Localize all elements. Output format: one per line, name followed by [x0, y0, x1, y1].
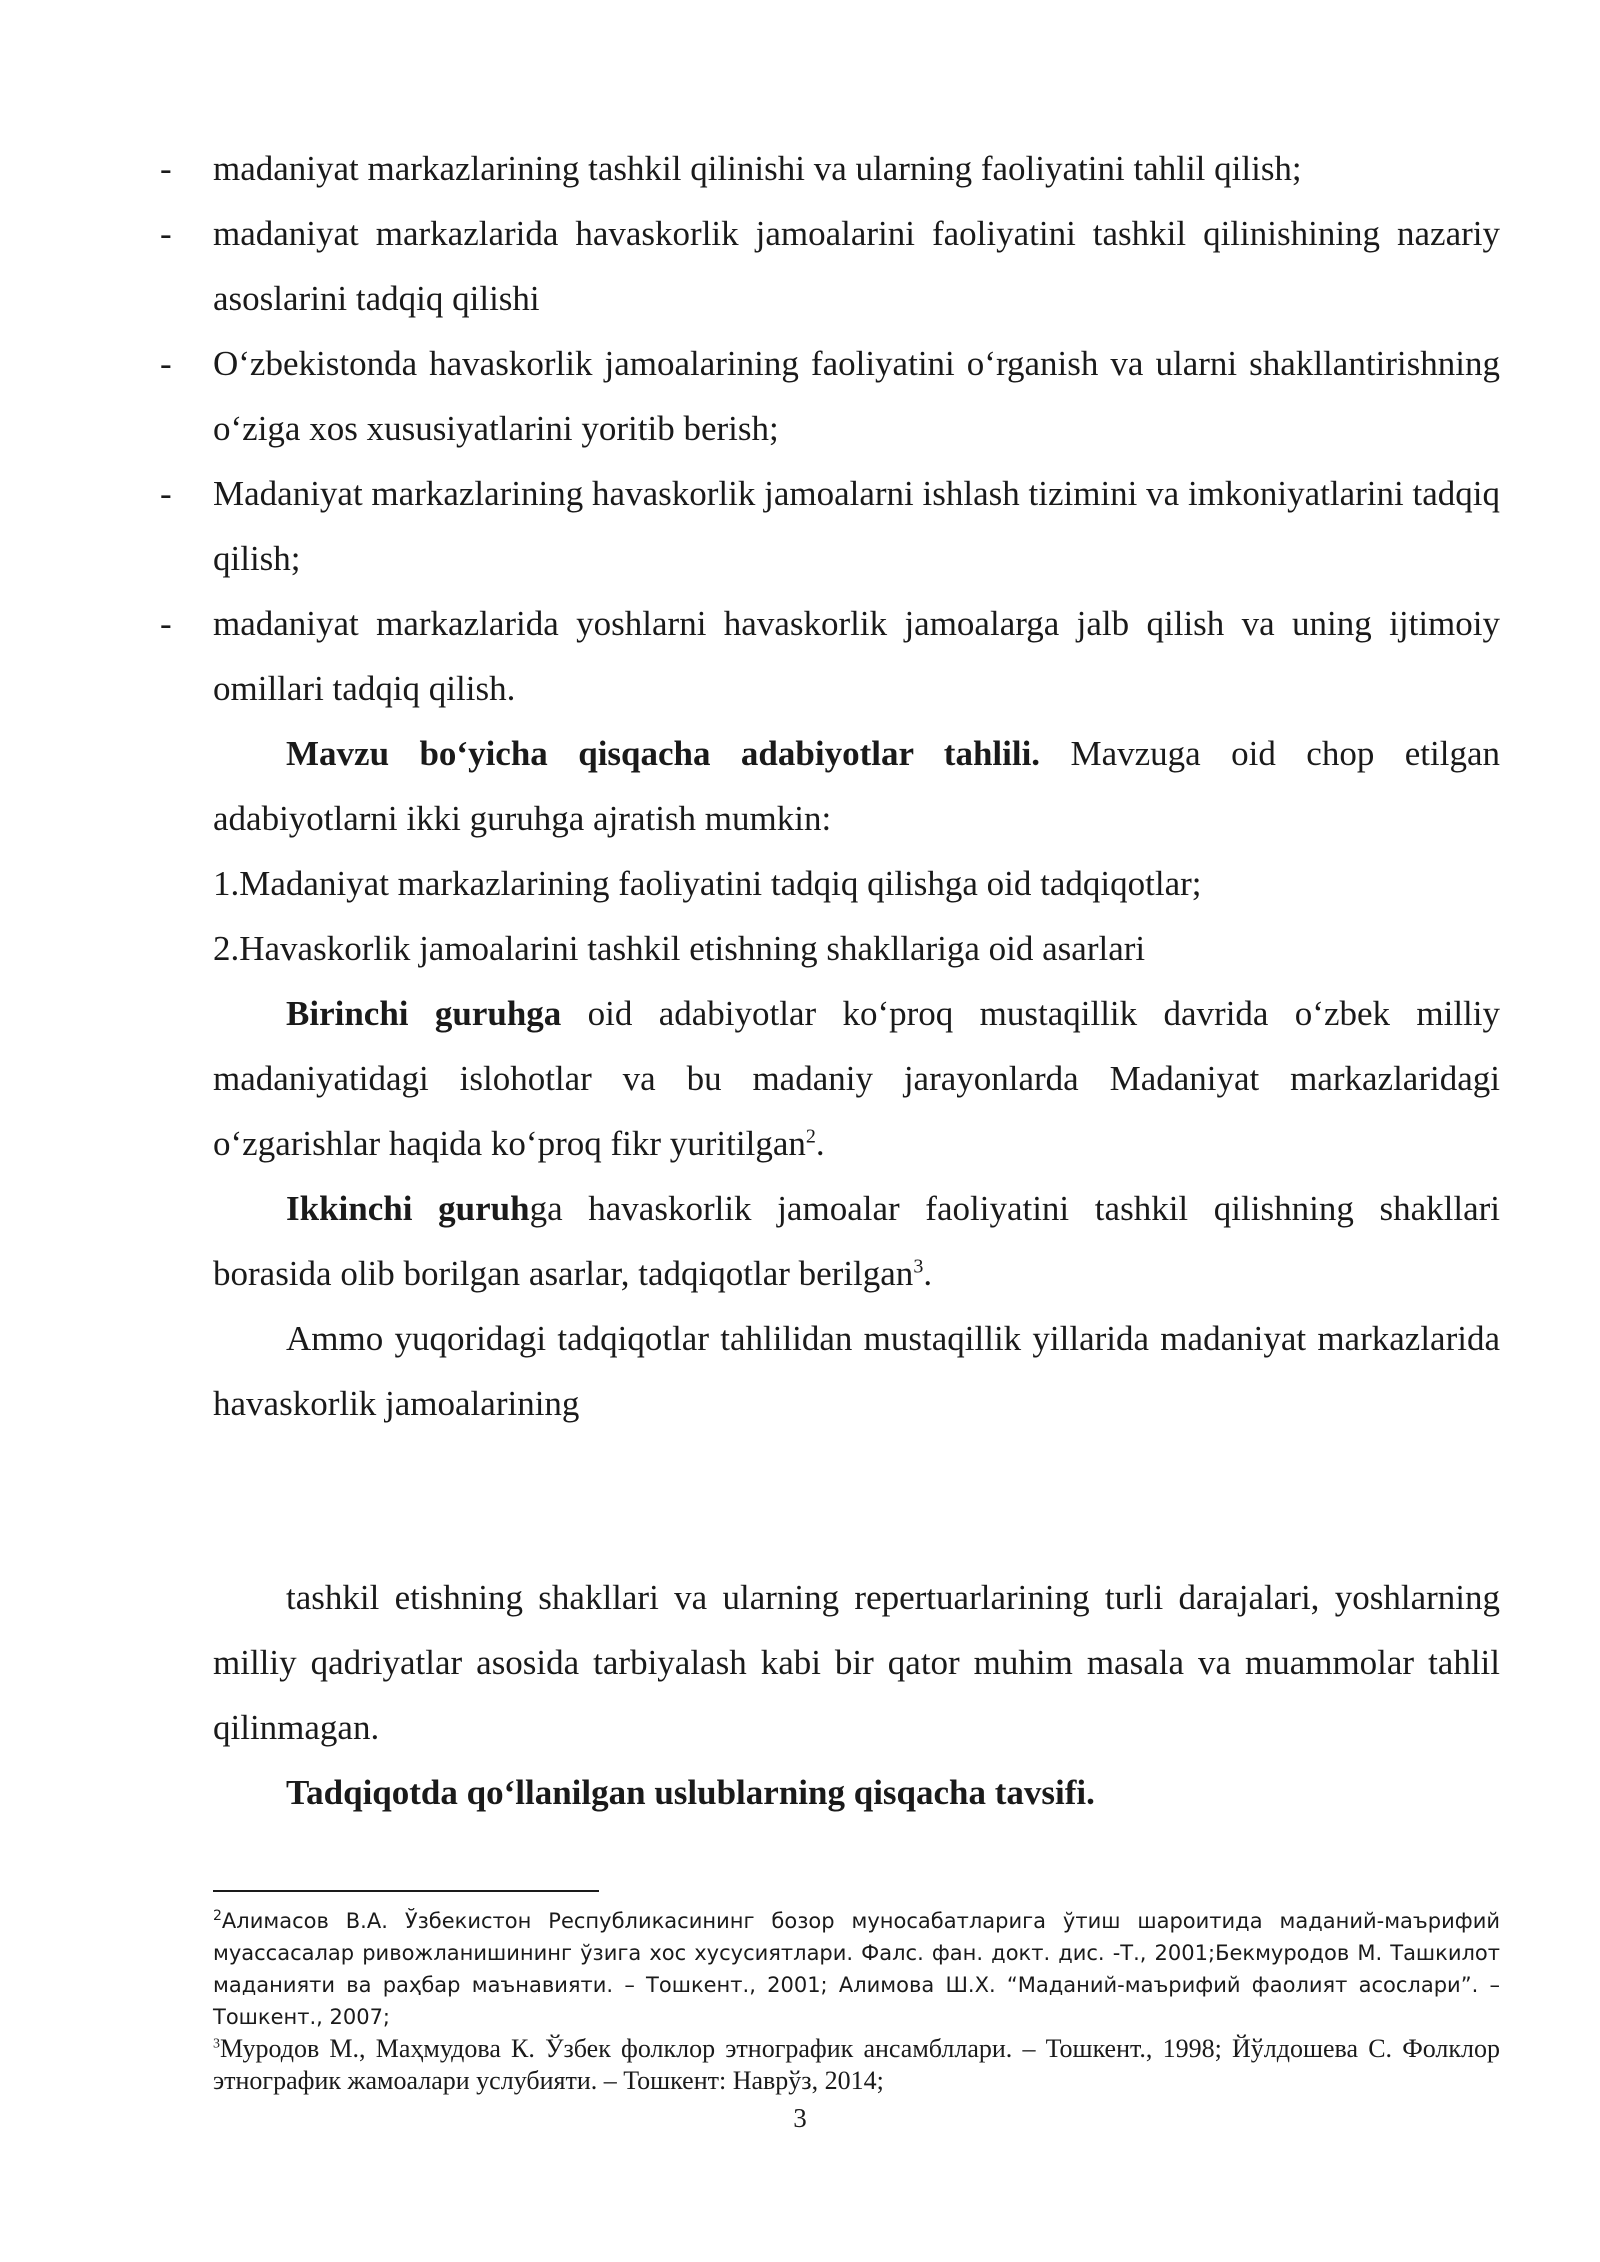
list-item: [160, 461, 1500, 591]
period: .: [815, 1124, 825, 1163]
list-item-text: Madaniyat markazlarining havaskorlik jamoalarni ishlash tizimini va imkoniyatlarini tadqiq qilish;: [213, 474, 1500, 578]
group-two-item: 2.Havaskorlik jamoalarini tashkil etishning shakllariga oid asarlari: [213, 929, 1146, 968]
group-one-item: 1.Madaniyat markazlarining faoliyatini tadqiq qilishga oid tadqiqotlar;: [213, 864, 1202, 903]
second-group-paragraph: [213, 1176, 1500, 1306]
footnote-number: 3: [213, 2036, 220, 2052]
footnote-ref: 3: [913, 1255, 924, 1278]
list-item-text: madaniyat markazlarining tashkil qilinishi va ularning faoliyatini tahlil qilish;: [213, 149, 1302, 188]
list-item: [160, 591, 1500, 721]
continued-section: [213, 1565, 1500, 1825]
second-group-heading: Ikkinchi guruh: [286, 1189, 530, 1228]
footnote-ref: 2: [805, 1125, 816, 1148]
page-number: 3: [793, 2103, 807, 2133]
list-item: [160, 201, 1500, 331]
methods-heading: Tadqiqotda qo‘llanilgan uslublarning qisqacha tavsifi.: [286, 1773, 1095, 1812]
literature-text: Mavzuga oid chop etilgan adabiyotlarni ikki guruhga ajratish mumkin:: [213, 734, 1500, 838]
literature-heading: Mavzu bo‘yicha qisqacha adabiyotlar tahlili.: [286, 734, 1041, 773]
objectives-list: [160, 136, 1500, 721]
first-group-paragraph: [213, 981, 1500, 1176]
footnotes: [213, 1905, 1500, 2097]
list-dash: -: [160, 149, 172, 188]
first-group-heading: Birinchi guruhga: [286, 994, 562, 1033]
list-item-text: O‘zbekistonda havaskorlik jamoalarining faoliyatini o‘rganish va ularni shakllantirishning o‘ziga xos xususiyatlarini yoritib berish;: [213, 344, 1500, 448]
continued-paragraph: tashkil etishning shakllari va ularning repertuarlarining turli darajalari, yoshlarning milliy qadriyatlar asosida tarbiyalash kabi bir qator muhim masala va muammolar tahlil qilinmagan.: [213, 1578, 1500, 1747]
ammo-paragraph: Ammo yuqoridagi tadqiqotlar tahlilidan mustaqillik yillarida madaniyat markazlarida havaskorlik jamoalarining: [213, 1319, 1500, 1423]
list-item-text: madaniyat markazlarida yoshlarni havaskorlik jamoalarga jalb qilish va uning ijtimoiy omillari tadqiq qilish.: [213, 604, 1500, 708]
literature-section: [213, 721, 1500, 1436]
footnote: [213, 2033, 1500, 2097]
second-group-text: ga havaskorlik jamoalar faoliyatini tashkil qilishning shakllari borasida olib borilgan asarlar, tadqiqotlar berilgan: [213, 1189, 1500, 1293]
list-dash: -: [160, 214, 172, 253]
list-item: [160, 331, 1500, 461]
footnote: [213, 1905, 1500, 2033]
footnote-number: 2: [213, 1908, 222, 1924]
list-item: [160, 136, 1500, 201]
footnote-text: Муродов М., Маҳмудова К. Ўзбек фолклор этнографик ансамбллари. – Тошкент., 1998; Йўлдошева С. Фолклор этнографик жамоалари услубияти. – Тошкент: Наврўз, 2014;: [213, 2034, 1500, 2095]
list-dash: -: [160, 344, 172, 383]
first-group-text: oid adabiyotlar ko‘proq mustaqillik davrida o‘zbek milliy madaniyatidagi islohotlar va bu madaniy jarayonlarda Madaniyat markazlaridagi o‘zgarishlar haqida ko‘proq fikr yuritilgan: [213, 994, 1500, 1163]
list-dash: -: [160, 474, 172, 513]
period: .: [923, 1254, 933, 1293]
list-item-text: madaniyat markazlarida havaskorlik jamoalarini faoliyatini tashkil qilinishining nazariy asoslarini tadqiq qilishi: [213, 214, 1500, 318]
literature-paragraph: [213, 721, 1500, 851]
footnote-separator: [213, 1890, 599, 1892]
list-dash: -: [160, 604, 172, 643]
footnote-text: Алимасов В.А. Ўзбекистон Республикасининг бозор муносабатларига ўтиш шароитида маданий-маърифий муассасалар ривожланишининг ўзига хос хусусиятлари. Фалс. фан. докт. дис. -Т., 2001;Бекмуродов М. Ташкилот маданияти ва раҳбар маънавияти. – Тошкент., 2001; Алимова Ш.Х. “Маданий-маърифий фаолият асослари”. – Тошкент., 2007;: [213, 1909, 1500, 2029]
